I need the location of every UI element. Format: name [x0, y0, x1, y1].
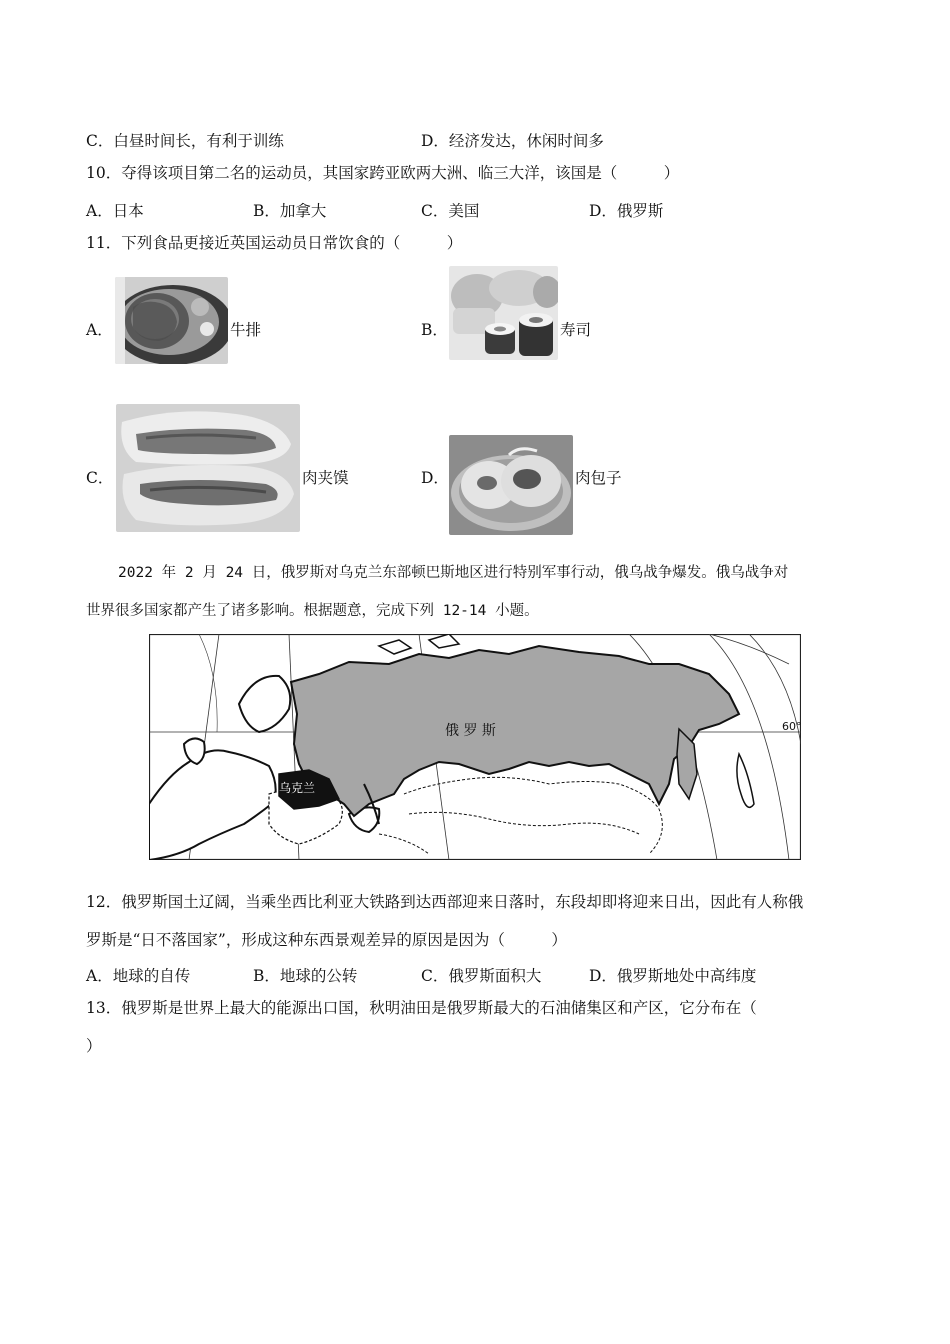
q12-option-d: D．俄罗斯地处中高纬度: [589, 967, 757, 985]
q9-option-c: C．白昼时间长，有利于训练: [86, 132, 284, 150]
q11-option-a-caption: 牛排: [230, 321, 262, 339]
q13-stem-line-1: 13．俄罗斯是世界上最大的能源出口国，秋明油田是俄罗斯最大的石油储集区和产区，它分布在（: [86, 999, 757, 1017]
latitude-60-label: 60°: [782, 720, 802, 733]
q11-option-c-letter: C．: [86, 469, 114, 487]
q10-option-d: D．俄罗斯: [589, 202, 664, 220]
q12-option-c: C．俄罗斯面积大: [421, 967, 542, 985]
q12-stem-line-1: 12．俄罗斯国土辽阔，当乘坐西比利亚大铁路到达西部迎来日落时，东段却即将迎来日出，因此有人称俄: [86, 893, 804, 911]
q11-option-d-caption: 肉包子: [575, 469, 622, 487]
q9-option-d: D．经济发达，休闲时间多: [421, 132, 604, 150]
q12-option-a: A．地球的自传: [86, 967, 191, 985]
q10-option-a: A．日本: [86, 202, 144, 220]
q10-option-c: C．美国: [421, 202, 480, 220]
q10-stem: 10．夺得该项目第二名的运动员，其国家跨亚欧两大洲、临三大洋，该国是（ ）: [86, 164, 680, 182]
passage-line-1: 2022 年 2 月 24 日，俄罗斯对乌克兰东部顿巴斯地区进行特别军事行动，俄乌战争爆发。俄乌战争对: [118, 565, 789, 581]
q11-option-b-caption: 寿司: [560, 321, 592, 339]
russia-map: [149, 634, 801, 860]
q12-stem-line-2: 罗斯是“日不落国家”，形成这种东西景观差异的原因是因为（ ）: [86, 931, 567, 949]
ukraine-label: 乌克兰: [279, 781, 316, 795]
q11-option-d-letter: D．: [421, 469, 449, 487]
q12-option-b: B．地球的公转: [253, 967, 358, 985]
steak-photo: [115, 277, 228, 364]
russia-label: 俄 罗 斯: [445, 723, 496, 739]
q13-stem-line-2: ）: [86, 1037, 102, 1055]
q11-option-a-letter: A．: [86, 321, 113, 339]
q11-stem: 11．下列食品更接近英国运动员日常饮食的（ ）: [86, 234, 463, 252]
q11-option-c-caption: 肉夹馍: [302, 469, 349, 487]
baozi-photo: [449, 435, 573, 535]
roujiamo-photo: [116, 404, 300, 532]
q10-option-b: B．加拿大: [253, 202, 327, 220]
sushi-photo: [449, 266, 558, 360]
passage-line-2: 世界很多国家都产生了诸多影响。根据题意，完成下列 12-14 小题。: [86, 603, 539, 619]
q11-option-b-letter: B．: [421, 321, 448, 339]
